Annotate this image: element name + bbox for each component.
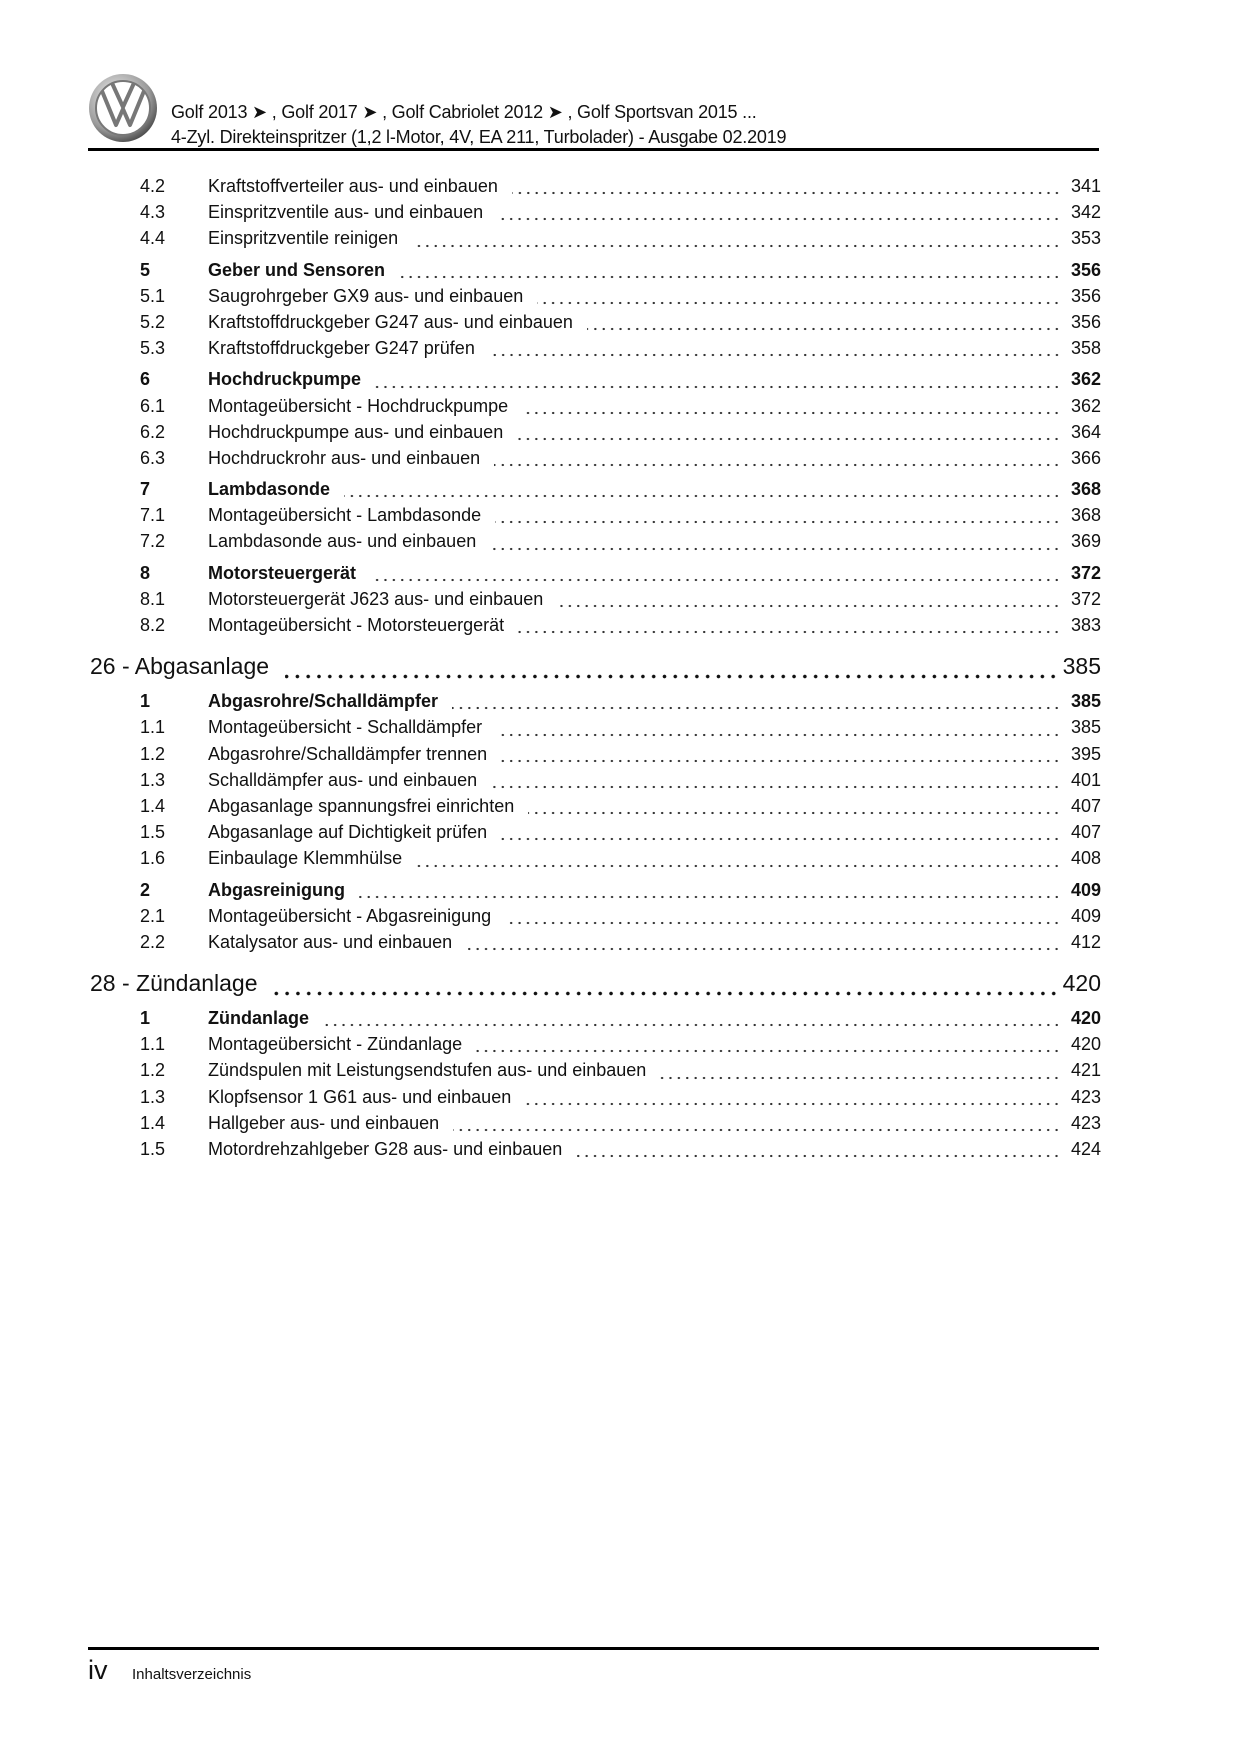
toc-entry[interactable] [90, 1060, 1101, 1086]
dot-leader [490, 547, 1061, 551]
toc-title: Zündanlage [208, 1008, 310, 1029]
toc-section[interactable] [90, 260, 1101, 286]
toc-number: 1.4 [140, 795, 166, 816]
dot-leader [537, 301, 1061, 305]
toc-entry[interactable] [90, 796, 1101, 822]
toc-title: Katalysator aus- und einbauen [208, 931, 453, 952]
toc-title: Hochdruckpumpe [208, 369, 362, 390]
toc-page: 407 [1070, 822, 1101, 843]
toc-page: 395 [1070, 743, 1101, 764]
toc-page: 372 [1070, 562, 1101, 583]
toc-number: 5.2 [140, 311, 166, 332]
toc-entry[interactable] [90, 822, 1101, 848]
toc-page: 421 [1070, 1060, 1101, 1081]
dot-leader [501, 759, 1061, 763]
toc-entry[interactable] [90, 1087, 1101, 1113]
toc-page: 423 [1070, 1112, 1101, 1133]
header-models: Golf 2013 ➤ , Golf 2017 ➤ , Golf Cabriolet 2012 ➤ , Golf Sportsvan 2015 ... [171, 102, 757, 122]
toc-title: Kraftstoffdruckgeber G247 prüfen [208, 338, 475, 359]
toc-page: 409 [1070, 905, 1101, 926]
toc-page: 368 [1070, 505, 1101, 526]
toc-number: 1.1 [140, 1034, 166, 1055]
toc-number: 7.1 [140, 505, 166, 526]
toc-number: 1.2 [140, 1060, 166, 1081]
dot-leader [557, 604, 1061, 608]
toc-entry[interactable] [90, 531, 1101, 557]
toc-chapter[interactable] [90, 970, 1101, 1003]
toc-page: 409 [1070, 879, 1101, 900]
toc-number: 1 [140, 691, 151, 712]
toc-page: 420 [1062, 970, 1101, 997]
dot-leader [491, 785, 1061, 789]
footer-rule [88, 1647, 1099, 1650]
toc-entry[interactable] [90, 615, 1101, 641]
toc-entry[interactable] [90, 1034, 1101, 1060]
toc-number: 1.1 [140, 717, 166, 738]
toc-number: 6.1 [140, 395, 166, 416]
toc-page: 342 [1070, 202, 1101, 223]
toc-entry[interactable] [90, 312, 1101, 338]
dot-leader [274, 991, 1059, 996]
toc-title: Einbaulage Klemmhülse [208, 848, 403, 869]
toc-number: 1.3 [140, 769, 166, 790]
table-of-contents [90, 176, 1101, 1165]
toc-page: 412 [1070, 931, 1101, 952]
dot-leader [494, 463, 1061, 467]
dot-leader [501, 837, 1061, 841]
toc-page: 408 [1070, 848, 1101, 869]
toc-page: 356 [1070, 285, 1101, 306]
toc-page: 364 [1070, 421, 1101, 442]
toc-section[interactable] [90, 563, 1101, 589]
toc-section[interactable] [90, 1008, 1101, 1034]
toc-number: 4.3 [140, 202, 166, 223]
dot-leader [660, 1076, 1061, 1080]
footer-section: Inhaltsverzeichnis [132, 1666, 252, 1683]
toc-title: Kraftstoffdruckgeber G247 aus- und einbauen [208, 311, 573, 332]
toc-entry[interactable] [90, 717, 1101, 743]
toc-title: Montageübersicht - Schalldämpfer [208, 717, 483, 738]
toc-number: 5.3 [140, 338, 166, 359]
dot-leader [496, 733, 1061, 737]
toc-title: Hallgeber aus- und einbauen [208, 1112, 440, 1133]
toc-number: 6.3 [140, 447, 166, 468]
toc-number: 4.4 [140, 228, 166, 249]
toc-title: Klopfsensor 1 G61 aus- und einbauen [208, 1086, 512, 1107]
dot-leader [323, 1023, 1061, 1027]
vw-logo [88, 73, 158, 143]
toc-page: 356 [1070, 311, 1101, 332]
toc-number: 5.1 [140, 285, 166, 306]
toc-entry[interactable] [90, 906, 1101, 932]
toc-entry[interactable] [90, 1139, 1101, 1165]
toc-title: Schalldämpfer aus- und einbauen [208, 769, 478, 790]
toc-title: Montageübersicht - Abgasreinigung [208, 905, 492, 926]
toc-entry[interactable] [90, 505, 1101, 531]
toc-number: 1 [140, 1008, 151, 1029]
toc-number: 1.4 [140, 1112, 166, 1133]
toc-entry[interactable] [90, 848, 1101, 874]
dot-leader [344, 494, 1061, 498]
toc-number: 1.5 [140, 1139, 166, 1159]
dot-leader [375, 385, 1061, 389]
toc-title: 28 - Zündanlage [90, 970, 258, 997]
toc-title: Montageübersicht - Motorsteuergerät [208, 615, 505, 635]
toc-title: Montageübersicht - Lambdasonde [208, 505, 482, 526]
toc-title: Kraftstoffverteiler aus- und einbauen [208, 176, 498, 196]
toc-title: Saugrohrgeber GX9 aus- und einbauen [208, 285, 524, 306]
toc-section[interactable] [90, 880, 1101, 906]
toc-page: 358 [1070, 338, 1101, 359]
toc-number: 4.2 [140, 176, 166, 196]
toc-title: 26 - Abgasanlage [90, 653, 270, 680]
toc-number: 1.6 [140, 848, 166, 869]
header-engine: 4-Zyl. Direkteinspritzer (1,2 l-Motor, 4V, EA 211, Turbolader) - Ausgabe 02.2019 [171, 127, 787, 147]
dot-leader [495, 520, 1061, 524]
toc-entry[interactable] [90, 202, 1101, 228]
toc-title: Geber und Sensoren [208, 259, 386, 280]
toc-page: 366 [1070, 447, 1101, 468]
dot-leader [528, 811, 1061, 815]
dot-leader [412, 244, 1061, 248]
dot-leader [466, 947, 1061, 951]
toc-page: 362 [1070, 395, 1101, 416]
toc-title: Hochdruckrohr aus- und einbauen [208, 447, 481, 468]
dot-leader [370, 578, 1061, 582]
toc-title: Abgasanlage auf Dichtigkeit prüfen [208, 822, 488, 843]
toc-title: Hochdruckpumpe aus- und einbauen [208, 421, 504, 442]
toc-page: 362 [1070, 369, 1101, 390]
toc-number: 2.1 [140, 905, 166, 926]
toc-title: Abgasrohre/Schalldämpfer trennen [208, 743, 488, 764]
dot-leader [497, 217, 1061, 221]
toc-title: Lambdasonde [208, 479, 331, 500]
toc-page: 420 [1070, 1008, 1101, 1029]
toc-entry[interactable] [90, 228, 1101, 254]
toc-entry[interactable] [90, 932, 1101, 958]
toc-page: 423 [1070, 1086, 1101, 1107]
toc-title: Einspritzventile aus- und einbauen [208, 202, 484, 223]
dot-leader [489, 353, 1061, 357]
dot-leader [285, 674, 1059, 679]
toc-title: Zündspulen mit Leistungsendstufen aus- und einbauen [208, 1060, 647, 1081]
toc-number: 1.2 [140, 743, 166, 764]
toc-page: 383 [1070, 615, 1101, 635]
toc-number: 8.2 [140, 615, 166, 635]
toc-entry[interactable] [90, 770, 1101, 796]
toc-section[interactable] [90, 479, 1101, 505]
toc-number: 2 [140, 879, 151, 900]
dot-leader [517, 437, 1061, 441]
toc-number: 7 [140, 479, 151, 500]
toc-page: 385 [1070, 691, 1101, 712]
dot-leader [518, 630, 1061, 634]
toc-title: Motorsteuergerät [208, 562, 357, 583]
toc-page: 424 [1070, 1139, 1101, 1159]
dot-leader [476, 1049, 1061, 1053]
toc-page: 401 [1070, 769, 1101, 790]
toc-title: Montageübersicht - Hochdruckpumpe [208, 395, 509, 416]
dot-leader [587, 327, 1061, 331]
toc-number: 7.2 [140, 531, 166, 552]
dot-leader [512, 191, 1061, 195]
toc-entry[interactable] [90, 744, 1101, 770]
toc-section[interactable] [90, 691, 1101, 717]
toc-page: 353 [1070, 228, 1101, 249]
toc-number: 6.2 [140, 421, 166, 442]
toc-number: 8.1 [140, 588, 166, 609]
toc-number: 8 [140, 562, 151, 583]
toc-title: Lambdasonde aus- und einbauen [208, 531, 477, 552]
dot-leader [399, 275, 1061, 279]
toc-number: 5 [140, 259, 151, 280]
dot-leader [452, 706, 1061, 710]
footer-page-number: iv [88, 1655, 108, 1685]
toc-entry[interactable] [90, 448, 1101, 474]
toc-entry[interactable] [90, 338, 1101, 364]
toc-number: 1.5 [140, 822, 166, 843]
toc-section[interactable] [90, 369, 1101, 395]
toc-page: 420 [1070, 1034, 1101, 1055]
toc-title: Abgasrohre/Schalldämpfer [208, 691, 439, 712]
toc-page: 407 [1070, 795, 1101, 816]
toc-title: Abgasanlage spannungsfrei einrichten [208, 795, 515, 816]
toc-page: 368 [1070, 479, 1101, 500]
toc-number: 6 [140, 369, 151, 390]
dot-leader [359, 895, 1061, 899]
toc-entry[interactable] [90, 396, 1101, 422]
toc-entry[interactable] [90, 422, 1101, 448]
toc-title: Einspritzventile reinigen [208, 228, 399, 249]
toc-entry[interactable] [90, 176, 1101, 202]
toc-page: 356 [1070, 259, 1101, 280]
dot-leader [416, 864, 1061, 868]
dot-leader [525, 1102, 1061, 1106]
toc-entry[interactable] [90, 286, 1101, 312]
toc-number: 2.2 [140, 931, 166, 952]
toc-page: 385 [1070, 717, 1101, 738]
toc-title: Motordrehzahlgeber G28 aus- und einbauen [208, 1139, 563, 1159]
dot-leader [522, 411, 1061, 415]
toc-title: Motorsteuergerät J623 aus- und einbauen [208, 588, 544, 609]
toc-entry[interactable] [90, 589, 1101, 615]
toc-title: Abgasreinigung [208, 879, 346, 900]
toc-page: 385 [1062, 653, 1101, 680]
toc-title: Montageübersicht - Zündanlage [208, 1034, 463, 1055]
dot-leader [576, 1154, 1061, 1158]
dot-leader [453, 1128, 1061, 1132]
dot-leader [505, 921, 1061, 925]
toc-page: 369 [1070, 531, 1101, 552]
toc-number: 1.3 [140, 1086, 166, 1107]
toc-page: 341 [1070, 176, 1101, 196]
header-rule [88, 148, 1099, 151]
toc-page: 372 [1070, 588, 1101, 609]
toc-entry[interactable] [90, 1113, 1101, 1139]
toc-chapter[interactable] [90, 653, 1101, 686]
